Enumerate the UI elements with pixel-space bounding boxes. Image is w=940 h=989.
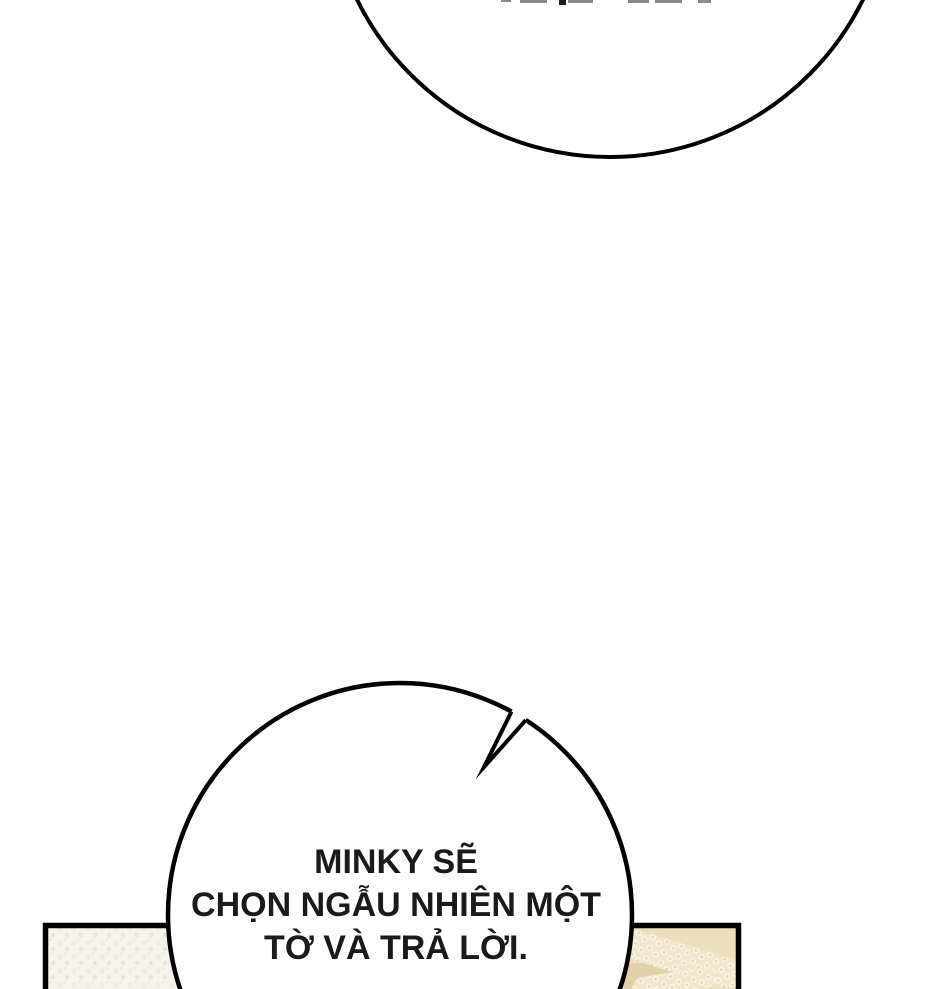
speech-line-1: MINKY SẼ bbox=[314, 843, 478, 881]
speech-line-2: CHỌN NGẪU NHIÊN MỘT bbox=[191, 886, 601, 924]
speech-line-3: TỜ VÀ TRẢ LỜI. bbox=[264, 929, 528, 967]
speech-text bbox=[161, 841, 631, 970]
